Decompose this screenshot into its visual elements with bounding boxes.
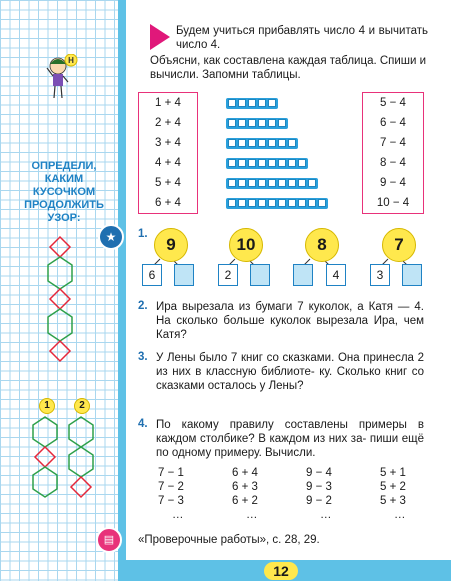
bead <box>228 179 236 187</box>
example-column <box>158 466 184 522</box>
addition-row: 6 + 4 <box>155 197 181 209</box>
task4-text: По какому правилу составлены примеры в каждом столбике? В каждом из них за- пиши ещё по одному примеру. Вычисли. <box>156 419 424 459</box>
task1-box[interactable]: 3 <box>370 264 390 286</box>
sidebar-prompt: ОПРЕДЕЛИ, КАКИМ КУСОЧКОМ ПРОДОЛЖИТЬ УЗОР: <box>24 160 104 224</box>
subtraction-row: 8 − 4 <box>380 157 406 169</box>
bead <box>228 99 236 107</box>
bead-bar <box>226 178 318 189</box>
bead-bar <box>226 138 298 149</box>
bead <box>258 199 266 207</box>
sidebar-edge <box>118 0 126 581</box>
addition-row: 3 + 4 <box>155 137 181 149</box>
bead <box>238 139 246 147</box>
task1-box[interactable] <box>402 264 422 286</box>
character-hat-letter: Н <box>68 56 74 65</box>
example-item: 9 − 4 <box>306 467 332 479</box>
example-item: 5 + 2 <box>380 481 406 493</box>
task2-number: 2. <box>138 300 148 312</box>
addition-row: 4 + 4 <box>155 157 181 169</box>
bead-row <box>226 113 328 133</box>
bead <box>278 119 286 127</box>
task1-box[interactable]: 4 <box>326 264 346 286</box>
bead <box>288 159 296 167</box>
character-illustration <box>44 54 78 100</box>
example-item: 7 − 3 <box>158 495 184 507</box>
bead <box>248 119 256 127</box>
bead <box>228 119 236 127</box>
bead <box>268 119 276 127</box>
bead <box>278 139 286 147</box>
book-icon: ▤ <box>96 527 122 553</box>
bead <box>278 199 286 207</box>
bead <box>278 179 286 187</box>
example-ellipsis: … <box>394 509 406 521</box>
intro-text: Будем учиться прибавлять число 4 и вычитать число 4. <box>176 25 428 51</box>
bead <box>298 159 306 167</box>
bead <box>268 199 276 207</box>
bead-bar <box>226 198 328 209</box>
example-ellipsis: … <box>246 509 258 521</box>
example-column <box>306 466 332 522</box>
bead <box>228 199 236 207</box>
subtraction-row: 6 − 4 <box>380 117 406 129</box>
bead <box>258 99 266 107</box>
task1-circle: 7 <box>382 228 416 262</box>
bead <box>248 179 256 187</box>
bead <box>268 139 276 147</box>
task1-box[interactable] <box>174 264 194 286</box>
task3-number: 3. <box>138 351 148 363</box>
subtraction-row: 10 − 4 <box>376 197 410 209</box>
bead <box>268 99 276 107</box>
reference-text: «Проверочные работы», с. 28, 29. <box>138 534 320 546</box>
bead <box>278 159 286 167</box>
bead-row <box>226 193 328 213</box>
example-item: 6 + 2 <box>232 495 258 507</box>
bead <box>258 119 266 127</box>
task1-box[interactable]: 6 <box>142 264 162 286</box>
example-item: 9 − 2 <box>306 495 332 507</box>
example-item: 5 + 3 <box>380 495 406 507</box>
task4-number: 4. <box>138 418 148 430</box>
bead <box>318 199 326 207</box>
task1-number: 1. <box>138 228 148 240</box>
example-item: 9 − 3 <box>306 481 332 493</box>
task1-box[interactable]: 2 <box>218 264 238 286</box>
bead <box>268 159 276 167</box>
example-column <box>380 466 406 522</box>
example-ellipsis: … <box>320 509 332 521</box>
bead <box>248 159 256 167</box>
page-number: 12 <box>264 562 298 580</box>
task0-text: Объясни, как составлена каждая таблица. Спиши и вычисли. Запомни таблицы. <box>150 55 427 81</box>
bead-counters <box>226 93 328 213</box>
bead <box>238 119 246 127</box>
bead <box>298 199 306 207</box>
subtraction-row: 9 − 4 <box>380 177 406 189</box>
example-item: 6 + 4 <box>232 467 258 479</box>
example-item: 7 − 2 <box>158 481 184 493</box>
bead <box>258 179 266 187</box>
example-item: 6 + 3 <box>232 481 258 493</box>
bead <box>248 99 256 107</box>
option-2-piece[interactable] <box>66 415 96 515</box>
addition-row: 5 + 4 <box>155 177 181 189</box>
bead <box>238 159 246 167</box>
task1-circle: 10 <box>229 228 263 262</box>
bead <box>228 159 236 167</box>
bead <box>238 179 246 187</box>
task3-text: У Лены было 7 книг со сказками. Она принесла 2 из них в классную библиоте- ку. Сколько книг со сказками осталось у Лены? <box>156 352 424 392</box>
addition-row: 1 + 4 <box>155 97 181 109</box>
addition-row: 2 + 4 <box>155 117 181 129</box>
bead <box>268 179 276 187</box>
example-item: 7 − 1 <box>158 467 184 479</box>
bead <box>308 199 316 207</box>
subtraction-table <box>362 92 424 214</box>
bead <box>238 199 246 207</box>
addition-table <box>138 92 198 214</box>
bead-row <box>226 173 328 193</box>
example-ellipsis: … <box>172 509 184 521</box>
bead <box>288 139 296 147</box>
bead <box>258 139 266 147</box>
bead-row <box>226 153 328 173</box>
bead <box>228 139 236 147</box>
subtraction-row: 7 − 4 <box>380 137 406 149</box>
task1-circle: 8 <box>305 228 339 262</box>
option-1-badge[interactable]: 1 <box>39 398 55 414</box>
bead <box>298 179 306 187</box>
bead-row <box>226 133 328 153</box>
option-2-badge[interactable]: 2 <box>74 398 90 414</box>
task1-circle: 9 <box>154 228 188 262</box>
intro-flag-icon <box>150 24 170 50</box>
bead <box>248 199 256 207</box>
task2-text: Ира вырезала из бумаги 7 куколок, а Катя — 4. На сколько больше куколок вырезала Ира, чем Катя? <box>156 301 424 341</box>
bead <box>288 179 296 187</box>
bead <box>308 179 316 187</box>
example-column <box>232 466 258 522</box>
bead-bar <box>226 118 288 129</box>
bead-bar <box>226 98 278 109</box>
subtraction-row: 5 − 4 <box>380 97 406 109</box>
bead <box>238 99 246 107</box>
bead-row <box>226 93 328 113</box>
bead-bar <box>226 158 308 169</box>
bead <box>248 139 256 147</box>
example-item: 5 + 1 <box>380 467 406 479</box>
bead <box>288 199 296 207</box>
task1-box[interactable] <box>250 264 270 286</box>
bead <box>258 159 266 167</box>
task1-box[interactable] <box>293 264 313 286</box>
option-1-piece[interactable] <box>30 415 60 515</box>
pattern-drawing <box>30 235 90 380</box>
star-icon: ★ <box>98 224 124 250</box>
